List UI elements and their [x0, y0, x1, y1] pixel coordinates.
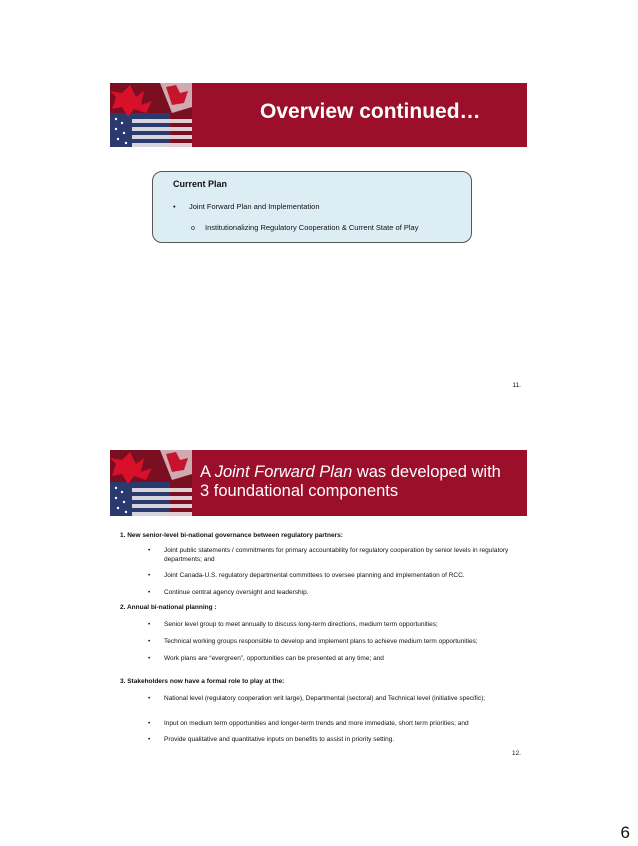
bullet-icon: •	[148, 720, 151, 727]
list-item: • Input on medium term opportunities and longer-term trends and more immediate, short term priorities; and	[148, 720, 469, 727]
box-sub-bullet-text: Institutionalizing Regulatory Cooperation & Current State of Play	[205, 223, 419, 232]
list-item: • Joint Canada-U.S. regulatory departmental committees to oversee planning and implementation of RCC.	[148, 572, 465, 579]
bullet-icon: •	[148, 547, 151, 554]
bullet-icon: •	[173, 202, 176, 211]
title-banner	[110, 450, 527, 516]
list-item: • Joint public statements / commitments for primary accountability for regulatory cooperation by senior levels in regulatory departments; and	[148, 547, 509, 563]
bullet-icon: •	[148, 736, 151, 743]
bullet-icon: •	[148, 589, 151, 596]
current-plan-box	[152, 171, 472, 243]
title-italic: Joint Forward Plan	[214, 463, 353, 481]
canada-us-flag-image	[110, 83, 192, 147]
section-heading: 1. New senior-level bi-national governance between regulatory partners:	[120, 532, 343, 539]
bullet-icon: •	[148, 572, 151, 579]
box-bullet	[173, 202, 320, 211]
slide-12	[110, 450, 527, 770]
title-banner	[110, 83, 527, 147]
list-item: • Technical working groups responsible to develop and implement plans to achieve medium term opportunities;	[148, 638, 478, 645]
slide-11	[110, 83, 527, 395]
list-item: • Senior level group to meet annually to discuss long-term directions, medium term opportunities;	[148, 621, 438, 628]
box-sub-bullet	[191, 223, 418, 232]
box-heading: Current Plan	[173, 179, 228, 189]
slide-number: 11.	[512, 382, 521, 389]
list-item: • Work plans are “evergreen”, opportunities can be presented at any time; and	[148, 655, 384, 662]
list-item: • Continue central agency oversight and leadership.	[148, 589, 309, 596]
bullet-icon: •	[148, 621, 151, 628]
title-suffix: was developed with	[352, 463, 501, 481]
slide-title: Overview continued…	[260, 100, 481, 123]
title-line2: 3 foundational components	[200, 482, 399, 500]
sub-bullet-icon: o	[191, 225, 195, 232]
canada-us-flag-image	[110, 450, 192, 516]
section-heading: 2. Annual bi-national planning :	[120, 604, 217, 611]
slide-number: 12.	[511, 750, 521, 757]
bullet-icon: •	[148, 655, 151, 662]
slide-title	[200, 463, 501, 501]
list-item: • Provide qualitative and quantitative inputs on benefits to assist in priority setting.	[148, 736, 395, 743]
bullet-icon: •	[148, 695, 151, 702]
list-item: • National level (regulatory cooperation writ large), Departmental (sectoral) and Technical level (initiative specific);	[148, 695, 486, 702]
bullet-icon: •	[148, 638, 151, 645]
section-heading: 3. Stakeholders now have a formal role to play at the:	[120, 678, 285, 685]
title-prefix: A	[200, 463, 215, 481]
page-number: 6	[620, 823, 630, 842]
box-bullet-text: Joint Forward Plan and Implementation	[189, 202, 320, 211]
